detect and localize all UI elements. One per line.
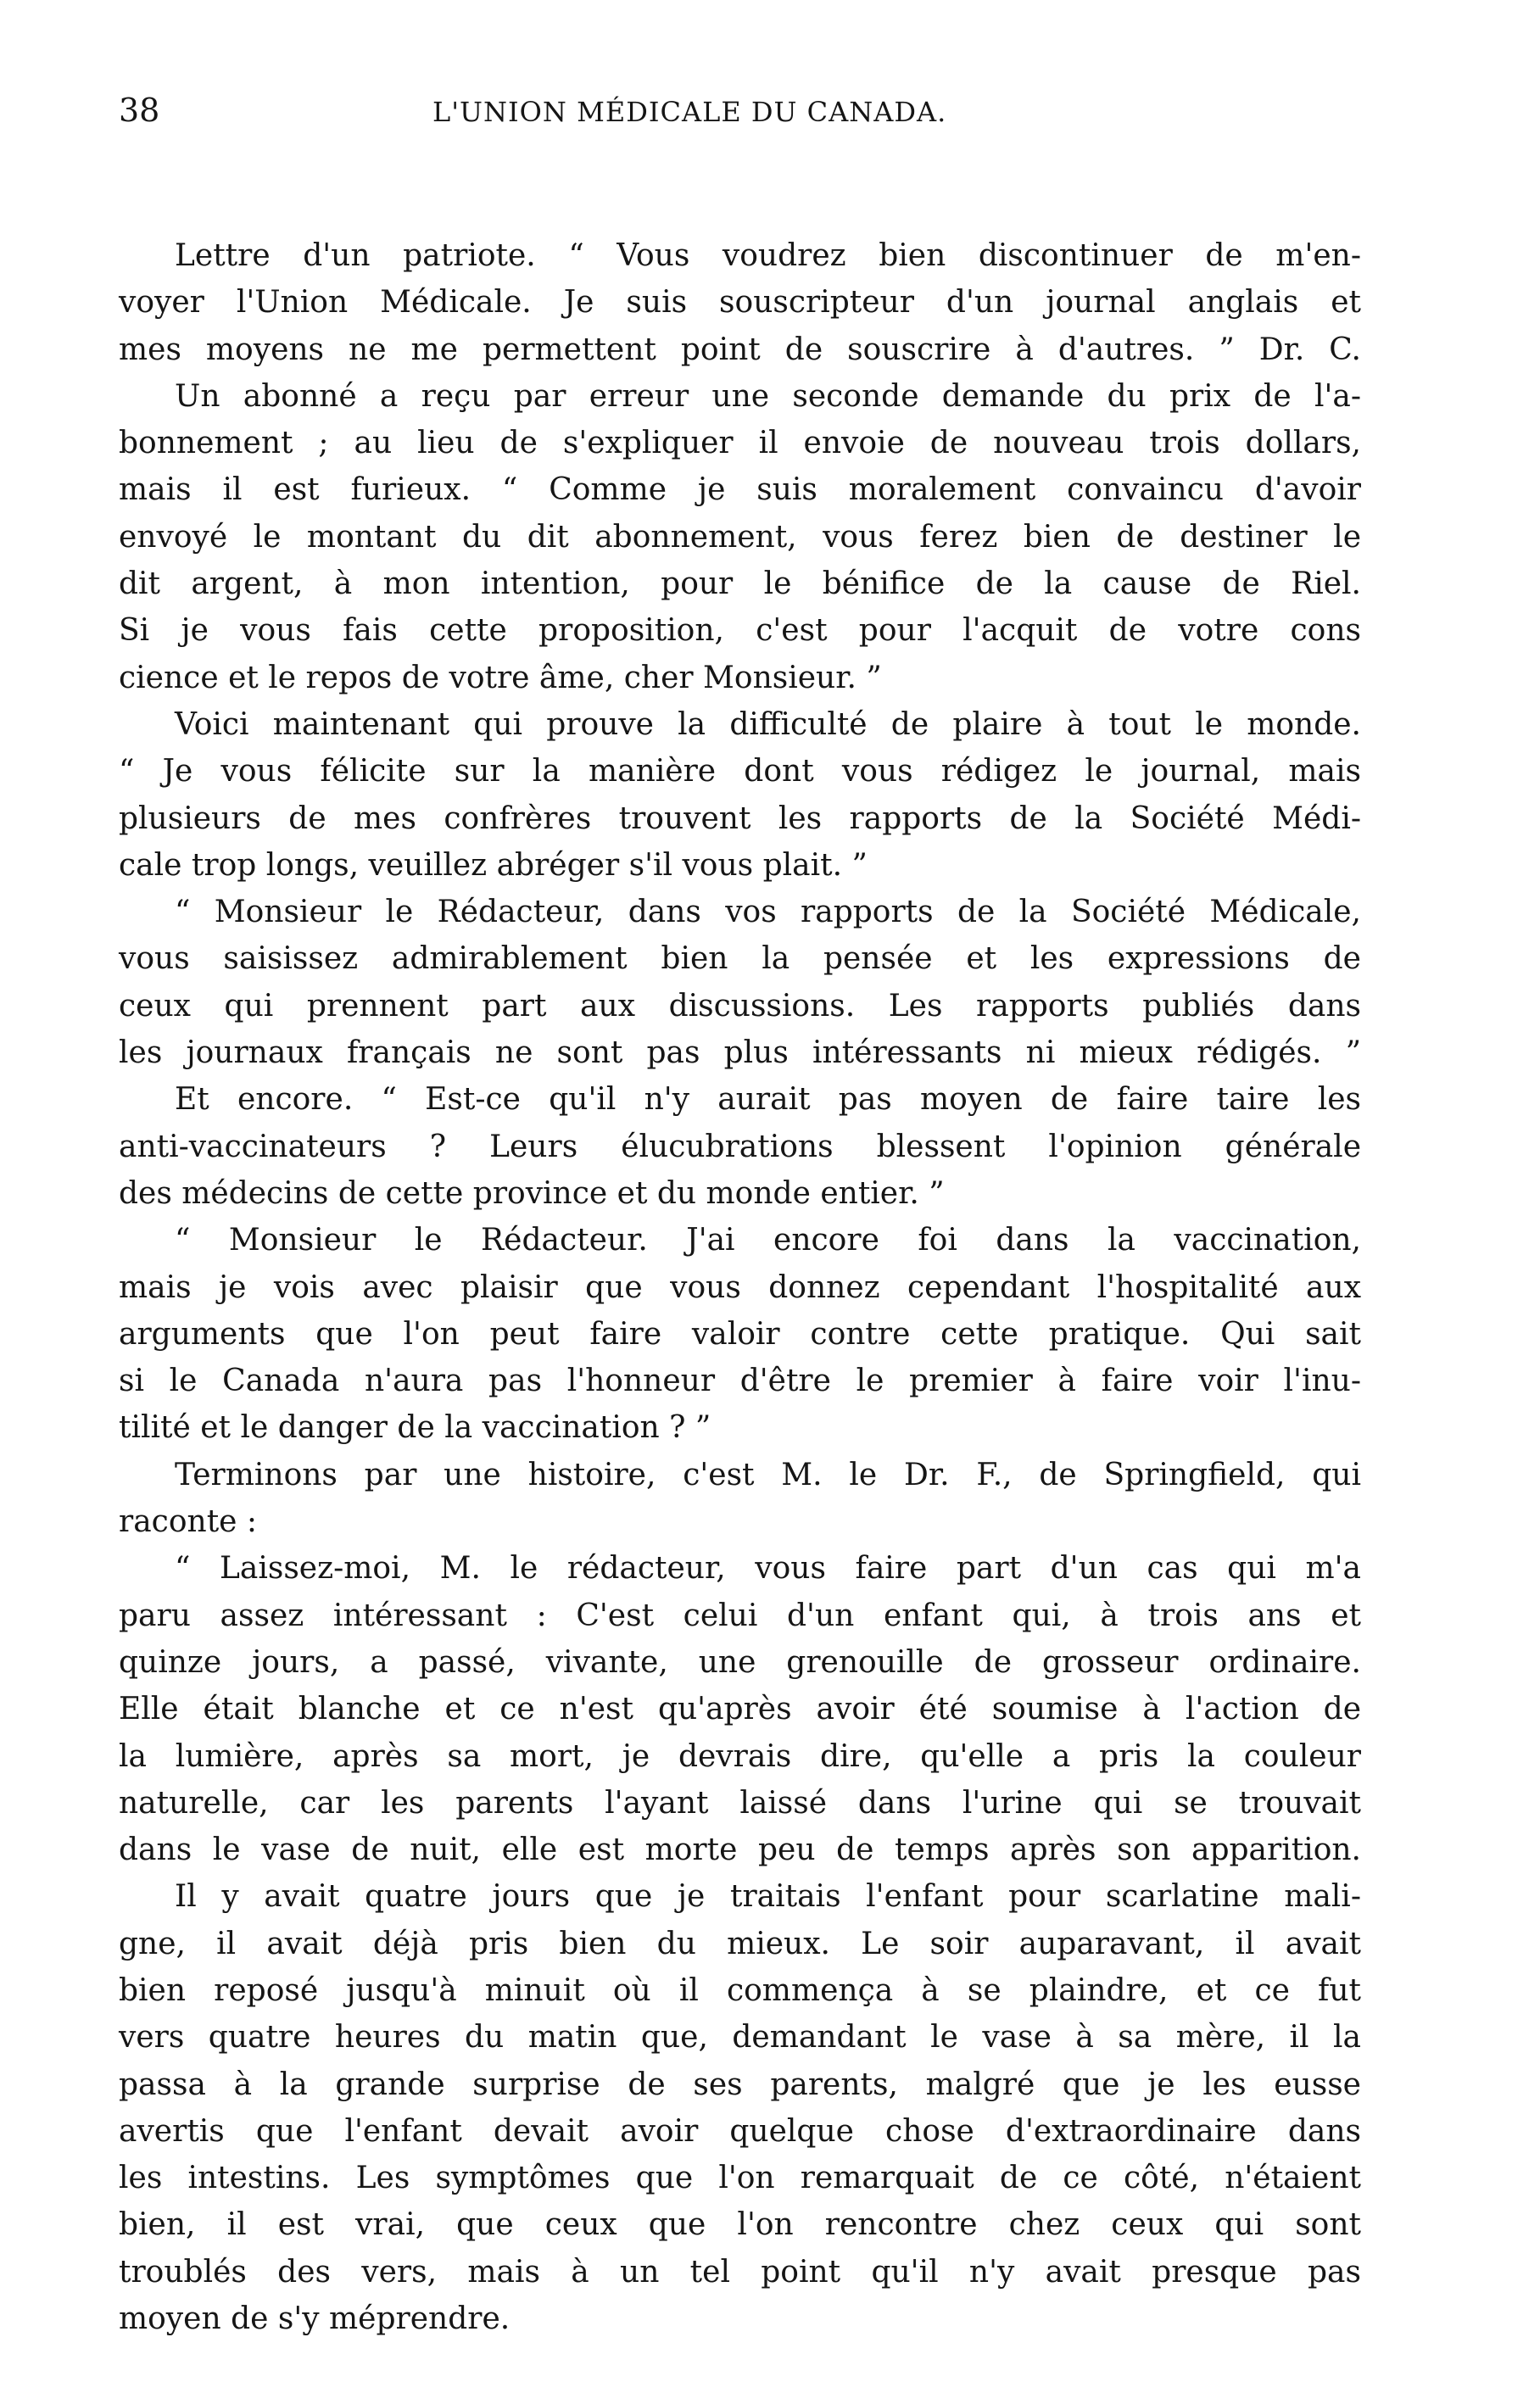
text-line bbox=[119, 1452, 1361, 1498]
text-line bbox=[119, 1967, 1361, 2014]
text-line-content: vous saisissez admirablement bien la pensée et les expressions de bbox=[119, 941, 1361, 977]
page-header bbox=[119, 85, 1361, 144]
text-line bbox=[119, 2014, 1361, 2061]
text-line bbox=[119, 1076, 1361, 1123]
text-line-content: dit argent, à mon intention, pour le bénifice de la cause de Riel. bbox=[119, 566, 1361, 602]
text-line bbox=[119, 1498, 1361, 1545]
text-line bbox=[119, 1827, 1361, 1873]
text-line bbox=[119, 1029, 1361, 1076]
text-line-content: arguments que l'on peut faire valoir contre cette pratique. Qui sait bbox=[119, 1316, 1361, 1352]
text-line bbox=[119, 232, 1361, 279]
text-line bbox=[119, 420, 1361, 466]
text-line-content: ceux qui prennent part aux discussions. Les rapports publiés dans bbox=[119, 988, 1361, 1024]
text-line-content: “ Je vous félicite sur la manière dont vous rédigez le journal, mais bbox=[119, 754, 1361, 789]
text-line-content: Et encore. “ Est-ce qu'il n'y aurait pas moyen de faire taire les bbox=[175, 1082, 1361, 1118]
text-line-content: Voici maintenant qui prouve la difficulté de plaire à tout le monde. bbox=[175, 706, 1361, 742]
text-line-content: cale trop longs, veuillez abréger s'il vous plait. ” bbox=[119, 847, 868, 883]
text-line-content: la lumière, après sa mort, je devrais dire, qu'elle a pris la couleur bbox=[119, 1738, 1361, 1774]
text-line bbox=[119, 1780, 1361, 1827]
text-line-content: Si je vous fais cette proposition, c'est pour l'acquit de votre cons bbox=[119, 613, 1361, 649]
text-line bbox=[119, 373, 1361, 420]
text-line bbox=[119, 1639, 1361, 1686]
text-line bbox=[119, 1873, 1361, 1920]
text-line bbox=[119, 1124, 1361, 1170]
page-number: 38 bbox=[119, 92, 160, 129]
text-line-content: voyer l'Union Médicale. Je suis souscripteur d'un journal anglais et bbox=[119, 285, 1361, 321]
text-line-content: gne, il avait déjà pris bien du mieux. Le soir auparavant, il avait bbox=[119, 1926, 1361, 1961]
text-line-content: Lettre d'un patriote. “ Vous voudrez bien discontinuer de m'en- bbox=[175, 238, 1361, 273]
text-line bbox=[119, 1733, 1361, 1780]
text-line bbox=[119, 1170, 1361, 1217]
text-line bbox=[119, 795, 1361, 842]
text-line-content: vers quatre heures du matin que, demandant le vase à sa mère, il la bbox=[119, 2020, 1361, 2056]
text-line-content: “ Laissez-moi, M. le rédacteur, vous faire part d'un cas qui m'a bbox=[175, 1551, 1361, 1587]
text-line bbox=[119, 279, 1361, 326]
text-line-content: troublés des vers, mais à un tel point qu'il n'y avait presque pas bbox=[119, 2254, 1361, 2290]
text-line-content: bonnement ; au lieu de s'expliquer il envoie de nouveau trois dollars, bbox=[119, 426, 1361, 461]
text-line-content: mais je vois avec plaisir que vous donnez cependant l'hospitalité aux bbox=[119, 1269, 1361, 1305]
text-line-content: si le Canada n'aura pas l'honneur d'être le premier à faire voir l'inu- bbox=[119, 1364, 1361, 1399]
body-text bbox=[119, 232, 1361, 2342]
text-line-content: raconte : bbox=[119, 1504, 258, 1540]
text-line bbox=[119, 842, 1361, 889]
text-line bbox=[119, 655, 1361, 701]
text-line-content: envoyé le montant du dit abonnement, vous ferez bien de destiner le bbox=[119, 519, 1361, 555]
text-line bbox=[119, 935, 1361, 982]
text-line-content: paru assez intéressant : C'est celui d'un enfant qui, à trois ans et bbox=[119, 1598, 1361, 1633]
text-line-content: moyen de s'y méprendre. bbox=[119, 2301, 511, 2337]
text-line bbox=[119, 326, 1361, 373]
text-line-content: naturelle, car les parents l'ayant laissé dans l'urine qui se trouvait bbox=[119, 1785, 1361, 1821]
text-line-content: des médecins de cette province et du monde entier. ” bbox=[119, 1175, 945, 1211]
text-line-content: avertis que l'enfant devait avoir quelque chose d'extraordinaire dans bbox=[119, 2113, 1361, 2149]
text-line bbox=[119, 1404, 1361, 1451]
text-line bbox=[119, 1217, 1361, 1263]
text-line-content: les journaux français ne sont pas plus intéressants ni mieux rédigés. ” bbox=[119, 1035, 1361, 1071]
text-line-content: mais il est furieux. “ Comme je suis moralement convaincu d'avoir bbox=[119, 472, 1361, 508]
text-line bbox=[119, 889, 1361, 935]
text-line bbox=[119, 1358, 1361, 1404]
text-line-content: Terminons par une histoire, c'est M. le Dr. F., de Springfield, qui bbox=[175, 1457, 1361, 1492]
text-line-content: plusieurs de mes confrères trouvent les rapports de la Société Médi- bbox=[119, 800, 1361, 836]
text-line bbox=[119, 2295, 1361, 2342]
text-line bbox=[119, 1264, 1361, 1311]
document-page bbox=[119, 85, 1361, 2342]
text-line bbox=[119, 748, 1361, 795]
text-line-content: Elle était blanche et ce n'est qu'après avoir été soumise à l'action de bbox=[119, 1692, 1361, 1727]
text-line-content: Il y avait quatre jours que je traitais l'enfant pour scarlatine mali- bbox=[175, 1879, 1361, 1915]
text-line bbox=[119, 1545, 1361, 1592]
text-line-content: dans le vase de nuit, elle est morte peu de temps après son apparition. bbox=[119, 1832, 1361, 1868]
text-line bbox=[119, 1921, 1361, 1967]
text-line bbox=[119, 2201, 1361, 2248]
text-line-content: anti-vaccinateurs ? Leurs élucubrations blessent l'opinion générale bbox=[119, 1129, 1361, 1164]
text-line-content: cience et le repos de votre âme, cher Monsieur. ” bbox=[119, 660, 882, 695]
text-line bbox=[119, 2249, 1361, 2295]
text-line-content: “ Monsieur le Rédacteur. J'ai encore foi dans la vaccination, bbox=[175, 1223, 1361, 1258]
text-line-content: Un abonné a reçu par erreur une seconde demande du prix de l'a- bbox=[175, 378, 1361, 414]
text-line bbox=[119, 2061, 1361, 2108]
text-line bbox=[119, 701, 1361, 748]
text-line bbox=[119, 1686, 1361, 1732]
running-head: L'UNION MÉDICALE DU CANADA. bbox=[432, 96, 947, 128]
text-line-content: tilité et le danger de la vaccination ? ” bbox=[119, 1410, 711, 1446]
text-line-content: les intestins. Les symptômes que l'on remarquait de ce côté, n'étaient bbox=[119, 2161, 1361, 2196]
text-line bbox=[119, 561, 1361, 607]
text-line bbox=[119, 607, 1361, 654]
text-line bbox=[119, 2108, 1361, 2155]
text-line-content: “ Monsieur le Rédacteur, dans vos rapports de la Société Médicale, bbox=[175, 895, 1361, 930]
text-line-content: mes moyens ne me permettent point de souscrire à d'autres. ” Dr. C. bbox=[119, 332, 1361, 367]
text-line bbox=[119, 1311, 1361, 1358]
text-line-content: bien, il est vrai, que ceux que l'on rencontre chez ceux qui sont bbox=[119, 2207, 1361, 2243]
text-line bbox=[119, 2155, 1361, 2201]
text-line-content: bien reposé jusqu'à minuit où il commença à se plaindre, et ce fut bbox=[119, 1972, 1361, 2008]
text-line bbox=[119, 466, 1361, 513]
text-line-content: passa à la grande surprise de ses parents, malgré que je les eusse bbox=[119, 2067, 1361, 2102]
text-line bbox=[119, 1593, 1361, 1639]
text-line bbox=[119, 514, 1361, 561]
text-line-content: quinze jours, a passé, vivante, une grenouille de grosseur ordinaire. bbox=[119, 1644, 1361, 1680]
text-line bbox=[119, 983, 1361, 1029]
